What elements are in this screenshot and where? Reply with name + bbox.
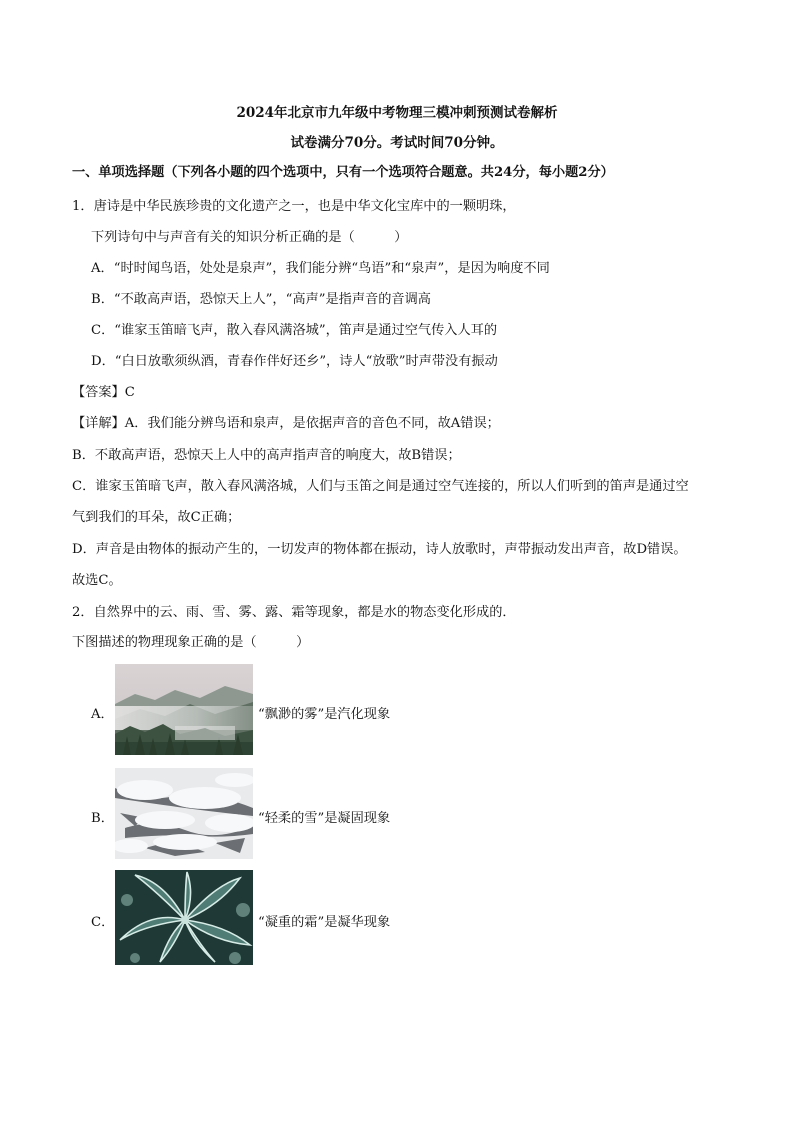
option-d: D．“白日放歌须纵酒，青春作伴好还乡”，诗人“放歌”时声带没有振动 xyxy=(91,354,498,369)
section-heading: 一、单项选择题（下列各小题的四个选项中，只有一个选项符合题意。共24分，每小题2分） xyxy=(72,165,614,180)
option-b-caption: “轻柔的雪”是凝固现象 xyxy=(258,811,391,826)
option-b-label: B． xyxy=(91,811,114,826)
option-c-caption: “凝重的霜”是凝华现象 xyxy=(258,915,391,930)
frosted-leaves-photo xyxy=(115,870,253,965)
question-stem: 2．自然界中的云、雨、雪、雾、露、霜等现象，都是水的物态变化形成的． xyxy=(72,605,516,620)
explanation-line: B．不敢高声语，恐惊天上人中的高声指声音的响度大，故B错误； xyxy=(72,448,461,463)
explanation-line: 气到我们的耳朵，故C正确； xyxy=(72,510,241,525)
option-c-label: C． xyxy=(91,915,115,930)
option-a-label: A． xyxy=(91,707,114,722)
page-title: 2024年北京市九年级中考物理三模冲刺预测试卷解析 xyxy=(236,105,558,121)
option-c: C．“谁家玉笛暗飞声，散入春风满洛城”，笛声是通过空气传入人耳的 xyxy=(91,323,498,338)
page-subtitle: 试卷满分70分。考试时间70分钟。 xyxy=(290,135,504,151)
snow-covered-branches-photo xyxy=(115,768,253,859)
explanation-line: C．谁家玉笛暗飞声，散入春风满洛城，人们与玉笛之间是通过空气连接的，所以人们听到的笛声是通过空 xyxy=(72,479,689,494)
explanation-line: D．声音是由物体的振动产生的，一切发声的物体都在振动，诗人放歌时，声带振动发出声音，故D错误。 xyxy=(72,542,687,557)
option-a-caption: “飘渺的雾”是汽化现象 xyxy=(258,707,391,722)
question-stem: 1．唐诗是中华民族珍贵的文化遗产之一，也是中华文化宝库中的一颗明珠， xyxy=(72,199,516,214)
option-a: A．“时时闻鸟语，处处是泉声”，我们能分辨“鸟语”和“泉声”，是因为响度不同 xyxy=(91,261,550,276)
explanation-line: 【详解】A．我们能分辨鸟语和泉声，是依据声音的音色不同，故A错误； xyxy=(72,416,500,431)
option-b: B．“不敢高声语，恐惊天上人”，“高声”是指声音的音调高 xyxy=(91,292,431,307)
question-stem: 下图描述的物理现象正确的是（ ） xyxy=(72,635,310,650)
explanation-line: 故选C。 xyxy=(72,573,122,588)
misty-mountains-photo xyxy=(115,664,253,755)
question-stem: 下列诗句中与声音有关的知识分析正确的是（ ） xyxy=(91,230,408,245)
answer-label: 【答案】C xyxy=(72,385,135,400)
